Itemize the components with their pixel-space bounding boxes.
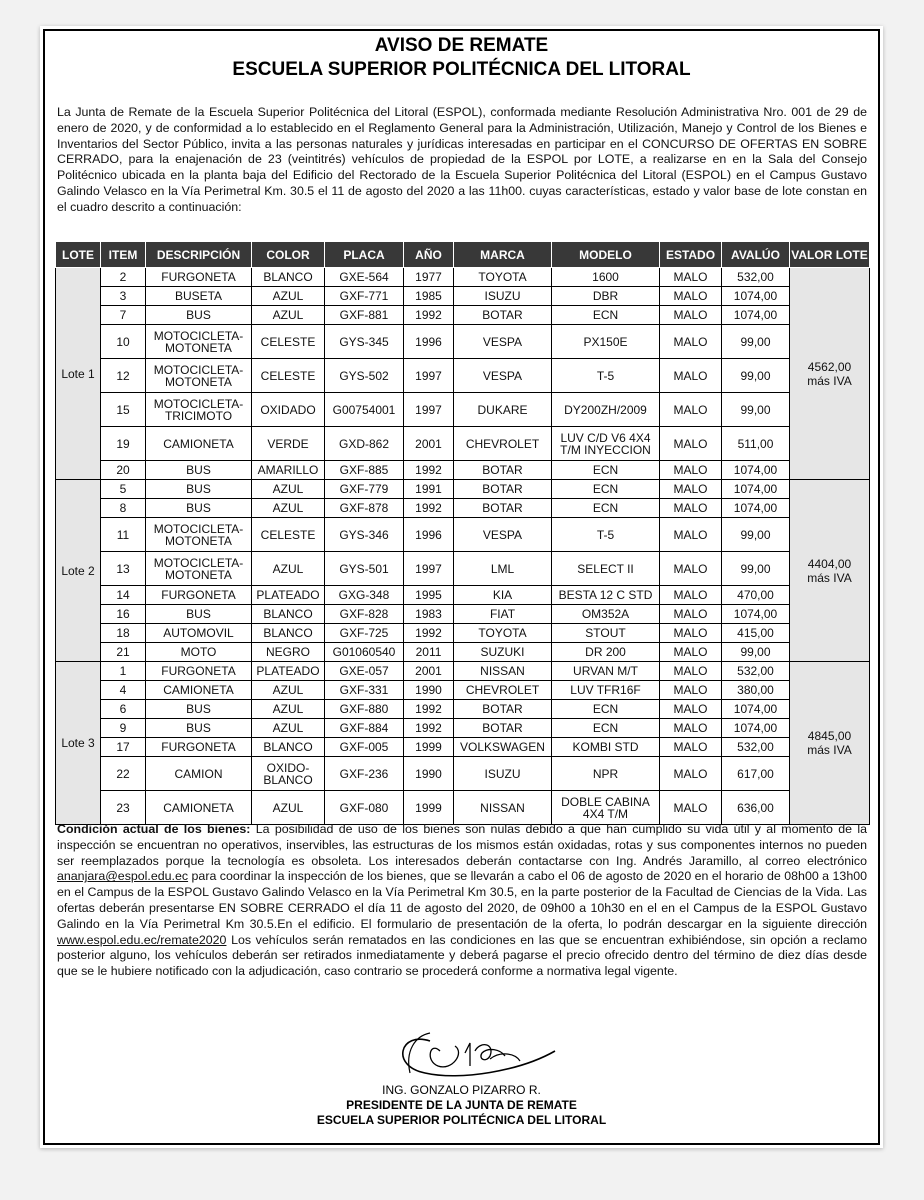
brand-cell: LML: [454, 552, 552, 586]
table-row: [56, 306, 870, 325]
brand-cell: BOTAR: [454, 499, 552, 518]
appraisal-cell: 415,00: [722, 624, 790, 643]
brand-cell: BOTAR: [454, 480, 552, 499]
table-row: [56, 624, 870, 643]
brand-cell: FIAT: [454, 605, 552, 624]
column-header: PLACA: [325, 242, 404, 268]
table-row: [56, 757, 870, 791]
appraisal-cell: 99,00: [722, 643, 790, 662]
condition-text-2: para coordinar la inspección de los bienes, que se llevarán a cabo el 06 de agosto de 2020 en el horario de 08h00 a 13h00 en el Campus de la ESPOL Gustavo Galindo Velasco en la Vía Perimetral Km 30.5, en la parte posterior de la Facultad de Ciencias de la Vida. Las ofertas deberán presentarse EN SOBRE CERRADO el día 11 de agosto del 2020, de 09h00 a 10h30 en el en el Campus de la ESPOL Gustavo Galindo en la Vía Perimetral Km 30.5.En el edificio. El formulario de presentación de la oferta, lo podrán descargar en la siguiente dirección: [57, 869, 867, 931]
intro-paragraph: La Junta de Remate de la Escuela Superior Politécnica del Litoral (ESPOL), conformada mediante Resolución Administrativa Nro. 001 de 29 de enero de 2020, y de conformidad a lo establecido en el Reglamento General para la Administración, Utilización, Manejo y Control de los Bienes e Inventarios del Sector Público, invita a las personas naturales y jurídicas interesadas en participar en el CONCURSO DE OFERTAS EN SOBRE CERRADO, para la enajenación de 23 (veintitrés) vehículos de propiedad de la ESPOL por LOTE, a realizarse en en la Sala del Consejo Politécnico ubicada en la planta baja del Edificio del Rectorado de la Escuela Superior Politécnica del Litoral (ESPOL) en el Campus Gustavo Galindo Velasco en la Vía Perimetral Km. 30.5 el 11 de agosto del 2020 a las 11h00. cuyas características, estado y valor base de lote constan en el cuadro descrito a continuación:: [57, 105, 867, 214]
appraisal-cell: 1074,00: [722, 287, 790, 306]
description-cell: FURGONETA: [146, 662, 252, 681]
model-cell: URVAN M/T: [552, 662, 660, 681]
table-row: [56, 480, 870, 499]
plate-cell: GXG-348: [325, 586, 404, 605]
color-cell: BLANCO: [252, 738, 325, 757]
item-cell: 17: [101, 738, 146, 757]
status-cell: MALO: [660, 480, 722, 499]
condition-label: Condición actual de los bienes:: [57, 822, 251, 836]
color-cell: CELESTE: [252, 518, 325, 552]
brand-cell: NISSAN: [454, 662, 552, 681]
year-cell: 1992: [404, 719, 454, 738]
table-row: [56, 681, 870, 700]
year-cell: 1992: [404, 306, 454, 325]
lot-value: 4404,00: [807, 556, 852, 571]
table-row: [56, 586, 870, 605]
table-row: [56, 268, 870, 287]
description-cell: CAMIONETA: [146, 791, 252, 825]
status-cell: MALO: [660, 287, 722, 306]
item-cell: 21: [101, 643, 146, 662]
plate-cell: GXF-828: [325, 605, 404, 624]
year-cell: 1996: [404, 518, 454, 552]
plate-cell: GXF-771: [325, 287, 404, 306]
column-header: AÑO: [404, 242, 454, 268]
status-cell: MALO: [660, 393, 722, 427]
brand-cell: VESPA: [454, 518, 552, 552]
model-cell: ECN: [552, 499, 660, 518]
lot-name-cell: Lote 1: [56, 268, 101, 480]
year-cell: 1985: [404, 287, 454, 306]
appraisal-cell: 617,00: [722, 757, 790, 791]
item-cell: 16: [101, 605, 146, 624]
table-row: [56, 662, 870, 681]
status-cell: MALO: [660, 427, 722, 461]
signer-institution: ESCUELA SUPERIOR POLITÉCNICA DEL LITORAL: [316, 1113, 607, 1127]
color-cell: AZUL: [252, 499, 325, 518]
status-cell: MALO: [660, 268, 722, 287]
item-cell: 8: [101, 499, 146, 518]
signer-block: [40, 1083, 883, 1128]
plate-cell: GXF-236: [325, 757, 404, 791]
model-cell: DOBLE CABINA 4X4 T/M: [552, 791, 660, 825]
description-cell: BUS: [146, 605, 252, 624]
item-cell: 3: [101, 287, 146, 306]
signer-name: ING. GONZALO PIZARRO R.: [382, 1083, 541, 1097]
model-cell: KOMBI STD: [552, 738, 660, 757]
table-row: [56, 552, 870, 586]
lot-value-note: más IVA: [807, 570, 852, 585]
model-cell: DR 200: [552, 643, 660, 662]
table-row: [56, 287, 870, 306]
color-cell: AZUL: [252, 287, 325, 306]
plate-cell: GXF-779: [325, 480, 404, 499]
handwritten-signature: [370, 1011, 570, 1091]
year-cell: 1977: [404, 268, 454, 287]
color-cell: AZUL: [252, 681, 325, 700]
brand-cell: SUZUKI: [454, 643, 552, 662]
brand-cell: TOYOTA: [454, 624, 552, 643]
brand-cell: BOTAR: [454, 306, 552, 325]
brand-cell: BOTAR: [454, 719, 552, 738]
lot-value: 4562,00: [807, 359, 852, 374]
description-cell: FURGONETA: [146, 738, 252, 757]
plate-cell: GYS-502: [325, 359, 404, 393]
appraisal-cell: 99,00: [722, 518, 790, 552]
year-cell: 1990: [404, 757, 454, 791]
status-cell: MALO: [660, 306, 722, 325]
year-cell: 1992: [404, 461, 454, 480]
color-cell: AMARILLO: [252, 461, 325, 480]
model-cell: DY200ZH/2009: [552, 393, 660, 427]
plate-cell: GXF-725: [325, 624, 404, 643]
item-cell: 2: [101, 268, 146, 287]
contact-email-link[interactable]: ananjara@espol.edu.ec: [57, 869, 189, 884]
status-cell: MALO: [660, 461, 722, 480]
brand-cell: ISUZU: [454, 757, 552, 791]
plate-cell: G00754001: [325, 393, 404, 427]
status-cell: MALO: [660, 359, 722, 393]
color-cell: NEGRO: [252, 643, 325, 662]
appraisal-cell: 99,00: [722, 359, 790, 393]
plate-cell: GYS-346: [325, 518, 404, 552]
model-cell: T-5: [552, 518, 660, 552]
notice-header: [40, 34, 883, 82]
brand-cell: VESPA: [454, 359, 552, 393]
table-header-row: [56, 242, 870, 268]
lot-name-cell: Lote 2: [56, 480, 101, 662]
table-row: [56, 427, 870, 461]
condition-text-1: La posibilidad de uso de los bienes son nulas debido a que han cumplido su vida útil y al momento de la inspección se encuentran no operativos, inservibles, las estructuras de los mismos están oxidadas, rotas y sus componentes internos no pueden ser reemplazados porque la tecnología es obsoleta. Los interesados deberán contactarse con Ing. Andrés Jaramillo, al correo electrónico: [57, 822, 867, 868]
institution-title: ESCUELA SUPERIOR POLITÉCNICA DEL LITORAL: [232, 59, 691, 80]
year-cell: 1983: [404, 605, 454, 624]
appraisal-cell: 1074,00: [722, 499, 790, 518]
lot-value: 4845,00: [807, 729, 852, 743]
plate-cell: GXF-884: [325, 719, 404, 738]
description-cell: CAMION: [146, 757, 252, 791]
description-cell: MOTOCICLETA-MOTONETA: [146, 325, 252, 359]
column-header: VALOR LOTE: [790, 242, 870, 268]
plate-cell: G01060540: [325, 643, 404, 662]
appraisal-cell: 99,00: [722, 552, 790, 586]
status-cell: MALO: [660, 518, 722, 552]
color-cell: AZUL: [252, 700, 325, 719]
model-cell: DBR: [552, 287, 660, 306]
color-cell: CELESTE: [252, 359, 325, 393]
status-cell: MALO: [660, 757, 722, 791]
signer-role: PRESIDENTE DE LA JUNTA DE REMATE: [346, 1098, 577, 1112]
appraisal-cell: 1074,00: [722, 306, 790, 325]
model-cell: STOUT: [552, 624, 660, 643]
plate-cell: GXE-057: [325, 662, 404, 681]
table-row: [56, 325, 870, 359]
color-cell: AZUL: [252, 552, 325, 586]
description-cell: MOTOCICLETA-TRICIMOTO: [146, 393, 252, 427]
color-cell: OXIDO-BLANCO: [252, 757, 325, 791]
model-cell: ECN: [552, 480, 660, 499]
model-cell: SELECT II: [552, 552, 660, 586]
brand-cell: CHEVROLET: [454, 681, 552, 700]
appraisal-cell: 1074,00: [722, 719, 790, 738]
lot-name-cell: Lote 3: [56, 662, 101, 825]
table-row: [56, 461, 870, 480]
year-cell: 1999: [404, 791, 454, 825]
vehicle-table: [55, 241, 870, 825]
appraisal-cell: 511,00: [722, 427, 790, 461]
status-cell: MALO: [660, 624, 722, 643]
item-cell: 10: [101, 325, 146, 359]
item-cell: 1: [101, 662, 146, 681]
item-cell: 7: [101, 306, 146, 325]
brand-cell: ISUZU: [454, 287, 552, 306]
table-row: [56, 605, 870, 624]
column-header: LOTE: [56, 242, 101, 268]
appraisal-cell: 380,00: [722, 681, 790, 700]
model-cell: ECN: [552, 719, 660, 738]
color-cell: VERDE: [252, 427, 325, 461]
description-cell: CAMIONETA: [146, 427, 252, 461]
plate-cell: GXF-080: [325, 791, 404, 825]
appraisal-cell: 470,00: [722, 586, 790, 605]
description-cell: AUTOMOVIL: [146, 624, 252, 643]
item-cell: 14: [101, 586, 146, 605]
item-cell: 20: [101, 461, 146, 480]
form-download-link[interactable]: www.espol.edu.ec/remate2020: [57, 932, 227, 947]
status-cell: MALO: [660, 552, 722, 586]
lot-value-cell: [790, 480, 870, 662]
plate-cell: GXF-878: [325, 499, 404, 518]
table-row: [56, 700, 870, 719]
column-header: COLOR: [252, 242, 325, 268]
model-cell: PX150E: [552, 325, 660, 359]
year-cell: 1992: [404, 624, 454, 643]
item-cell: 9: [101, 719, 146, 738]
brand-cell: KIA: [454, 586, 552, 605]
appraisal-cell: 532,00: [722, 268, 790, 287]
column-header: DESCRIPCIÓN: [146, 242, 252, 268]
item-cell: 5: [101, 480, 146, 499]
year-cell: 2001: [404, 662, 454, 681]
brand-cell: TOYOTA: [454, 268, 552, 287]
color-cell: PLATEADO: [252, 662, 325, 681]
plate-cell: GYS-345: [325, 325, 404, 359]
description-cell: BUS: [146, 306, 252, 325]
item-cell: 22: [101, 757, 146, 791]
year-cell: 1999: [404, 738, 454, 757]
table-row: [56, 359, 870, 393]
item-cell: 13: [101, 552, 146, 586]
brand-cell: DUKARE: [454, 393, 552, 427]
color-cell: AZUL: [252, 719, 325, 738]
model-cell: T-5: [552, 359, 660, 393]
table-body: [56, 268, 870, 825]
color-cell: BLANCO: [252, 624, 325, 643]
brand-cell: CHEVROLET: [454, 427, 552, 461]
table-row: [56, 791, 870, 825]
color-cell: OXIDADO: [252, 393, 325, 427]
brand-cell: VOLKSWAGEN: [454, 738, 552, 757]
table-row: [56, 499, 870, 518]
plate-cell: GXE-564: [325, 268, 404, 287]
lot-value-cell: [790, 662, 870, 825]
appraisal-cell: 532,00: [722, 662, 790, 681]
status-cell: MALO: [660, 586, 722, 605]
year-cell: 1997: [404, 359, 454, 393]
status-cell: MALO: [660, 662, 722, 681]
brand-cell: NISSAN: [454, 791, 552, 825]
table-row: [56, 643, 870, 662]
notice-page: [40, 26, 883, 1148]
year-cell: 1992: [404, 499, 454, 518]
item-cell: 19: [101, 427, 146, 461]
status-cell: MALO: [660, 605, 722, 624]
item-cell: 12: [101, 359, 146, 393]
model-cell: OM352A: [552, 605, 660, 624]
plate-cell: GXF-881: [325, 306, 404, 325]
color-cell: AZUL: [252, 791, 325, 825]
model-cell: LUV TFR16F: [552, 681, 660, 700]
appraisal-cell: 1074,00: [722, 700, 790, 719]
appraisal-cell: 99,00: [722, 325, 790, 359]
model-cell: 1600: [552, 268, 660, 287]
model-cell: ECN: [552, 700, 660, 719]
description-cell: MOTOCICLETA-MOTONETA: [146, 552, 252, 586]
appraisal-cell: 1074,00: [722, 480, 790, 499]
year-cell: 1990: [404, 681, 454, 700]
column-header: MODELO: [552, 242, 660, 268]
item-cell: 11: [101, 518, 146, 552]
status-cell: MALO: [660, 681, 722, 700]
status-cell: MALO: [660, 325, 722, 359]
color-cell: CELESTE: [252, 325, 325, 359]
model-cell: ECN: [552, 306, 660, 325]
lot-value-note: más IVA: [807, 373, 852, 388]
notice-title: AVISO DE REMATE: [374, 35, 549, 56]
item-cell: 4: [101, 681, 146, 700]
description-cell: BUS: [146, 461, 252, 480]
year-cell: 1997: [404, 552, 454, 586]
description-cell: CAMIONETA: [146, 681, 252, 700]
lot-value-note: más IVA: [807, 743, 852, 757]
item-cell: 23: [101, 791, 146, 825]
description-cell: BUS: [146, 499, 252, 518]
column-header: ESTADO: [660, 242, 722, 268]
description-cell: BUS: [146, 700, 252, 719]
column-header: AVALÚO: [722, 242, 790, 268]
status-cell: MALO: [660, 643, 722, 662]
year-cell: 1997: [404, 393, 454, 427]
table-row: [56, 738, 870, 757]
color-cell: BLANCO: [252, 268, 325, 287]
item-cell: 15: [101, 393, 146, 427]
appraisal-cell: 1074,00: [722, 461, 790, 480]
plate-cell: GYS-501: [325, 552, 404, 586]
description-cell: MOTOCICLETA-MOTONETA: [146, 359, 252, 393]
appraisal-cell: 636,00: [722, 791, 790, 825]
model-cell: ECN: [552, 461, 660, 480]
appraisal-cell: 532,00: [722, 738, 790, 757]
plate-cell: GXD-862: [325, 427, 404, 461]
condition-paragraph: [57, 822, 867, 980]
description-cell: MOTO: [146, 643, 252, 662]
status-cell: MALO: [660, 700, 722, 719]
table-row: [56, 719, 870, 738]
brand-cell: BOTAR: [454, 700, 552, 719]
table-row: [56, 518, 870, 552]
year-cell: 1995: [404, 586, 454, 605]
status-cell: MALO: [660, 791, 722, 825]
color-cell: AZUL: [252, 480, 325, 499]
plate-cell: GXF-885: [325, 461, 404, 480]
status-cell: MALO: [660, 499, 722, 518]
year-cell: 1991: [404, 480, 454, 499]
column-header: ITEM: [101, 242, 146, 268]
item-cell: 6: [101, 700, 146, 719]
column-header: MARCA: [454, 242, 552, 268]
table-row: [56, 393, 870, 427]
description-cell: FURGONETA: [146, 586, 252, 605]
color-cell: AZUL: [252, 306, 325, 325]
plate-cell: GXF-331: [325, 681, 404, 700]
appraisal-cell: 99,00: [722, 393, 790, 427]
plate-cell: GXF-880: [325, 700, 404, 719]
item-cell: 18: [101, 624, 146, 643]
color-cell: BLANCO: [252, 605, 325, 624]
year-cell: 1992: [404, 700, 454, 719]
description-cell: MOTOCICLETA-MOTONETA: [146, 518, 252, 552]
description-cell: BUSETA: [146, 287, 252, 306]
model-cell: BESTA 12 C STD: [552, 586, 660, 605]
plate-cell: GXF-005: [325, 738, 404, 757]
color-cell: PLATEADO: [252, 586, 325, 605]
description-cell: BUS: [146, 480, 252, 499]
year-cell: 1996: [404, 325, 454, 359]
status-cell: MALO: [660, 738, 722, 757]
brand-cell: BOTAR: [454, 461, 552, 480]
appraisal-cell: 1074,00: [722, 605, 790, 624]
year-cell: 2011: [404, 643, 454, 662]
description-cell: BUS: [146, 719, 252, 738]
status-cell: MALO: [660, 719, 722, 738]
lot-value-cell: [790, 268, 870, 480]
brand-cell: VESPA: [454, 325, 552, 359]
model-cell: NPR: [552, 757, 660, 791]
model-cell: LUV C/D V6 4X4 T/M INYECCION: [552, 427, 660, 461]
year-cell: 2001: [404, 427, 454, 461]
description-cell: FURGONETA: [146, 268, 252, 287]
condition-text-3: Los vehículos serán rematados en las condiciones en las que se encuentran exhibiéndose, sin opción a reclamo posterior alguno, los vehículos deberán ser retirados inmediatamente y deberá pagarse el precio ofrecido dentro del término de diez días desde que se le hubiere notificado con la adjudicación, caso contrario se procederá conforme a normativa legal vigente.: [57, 932, 867, 979]
